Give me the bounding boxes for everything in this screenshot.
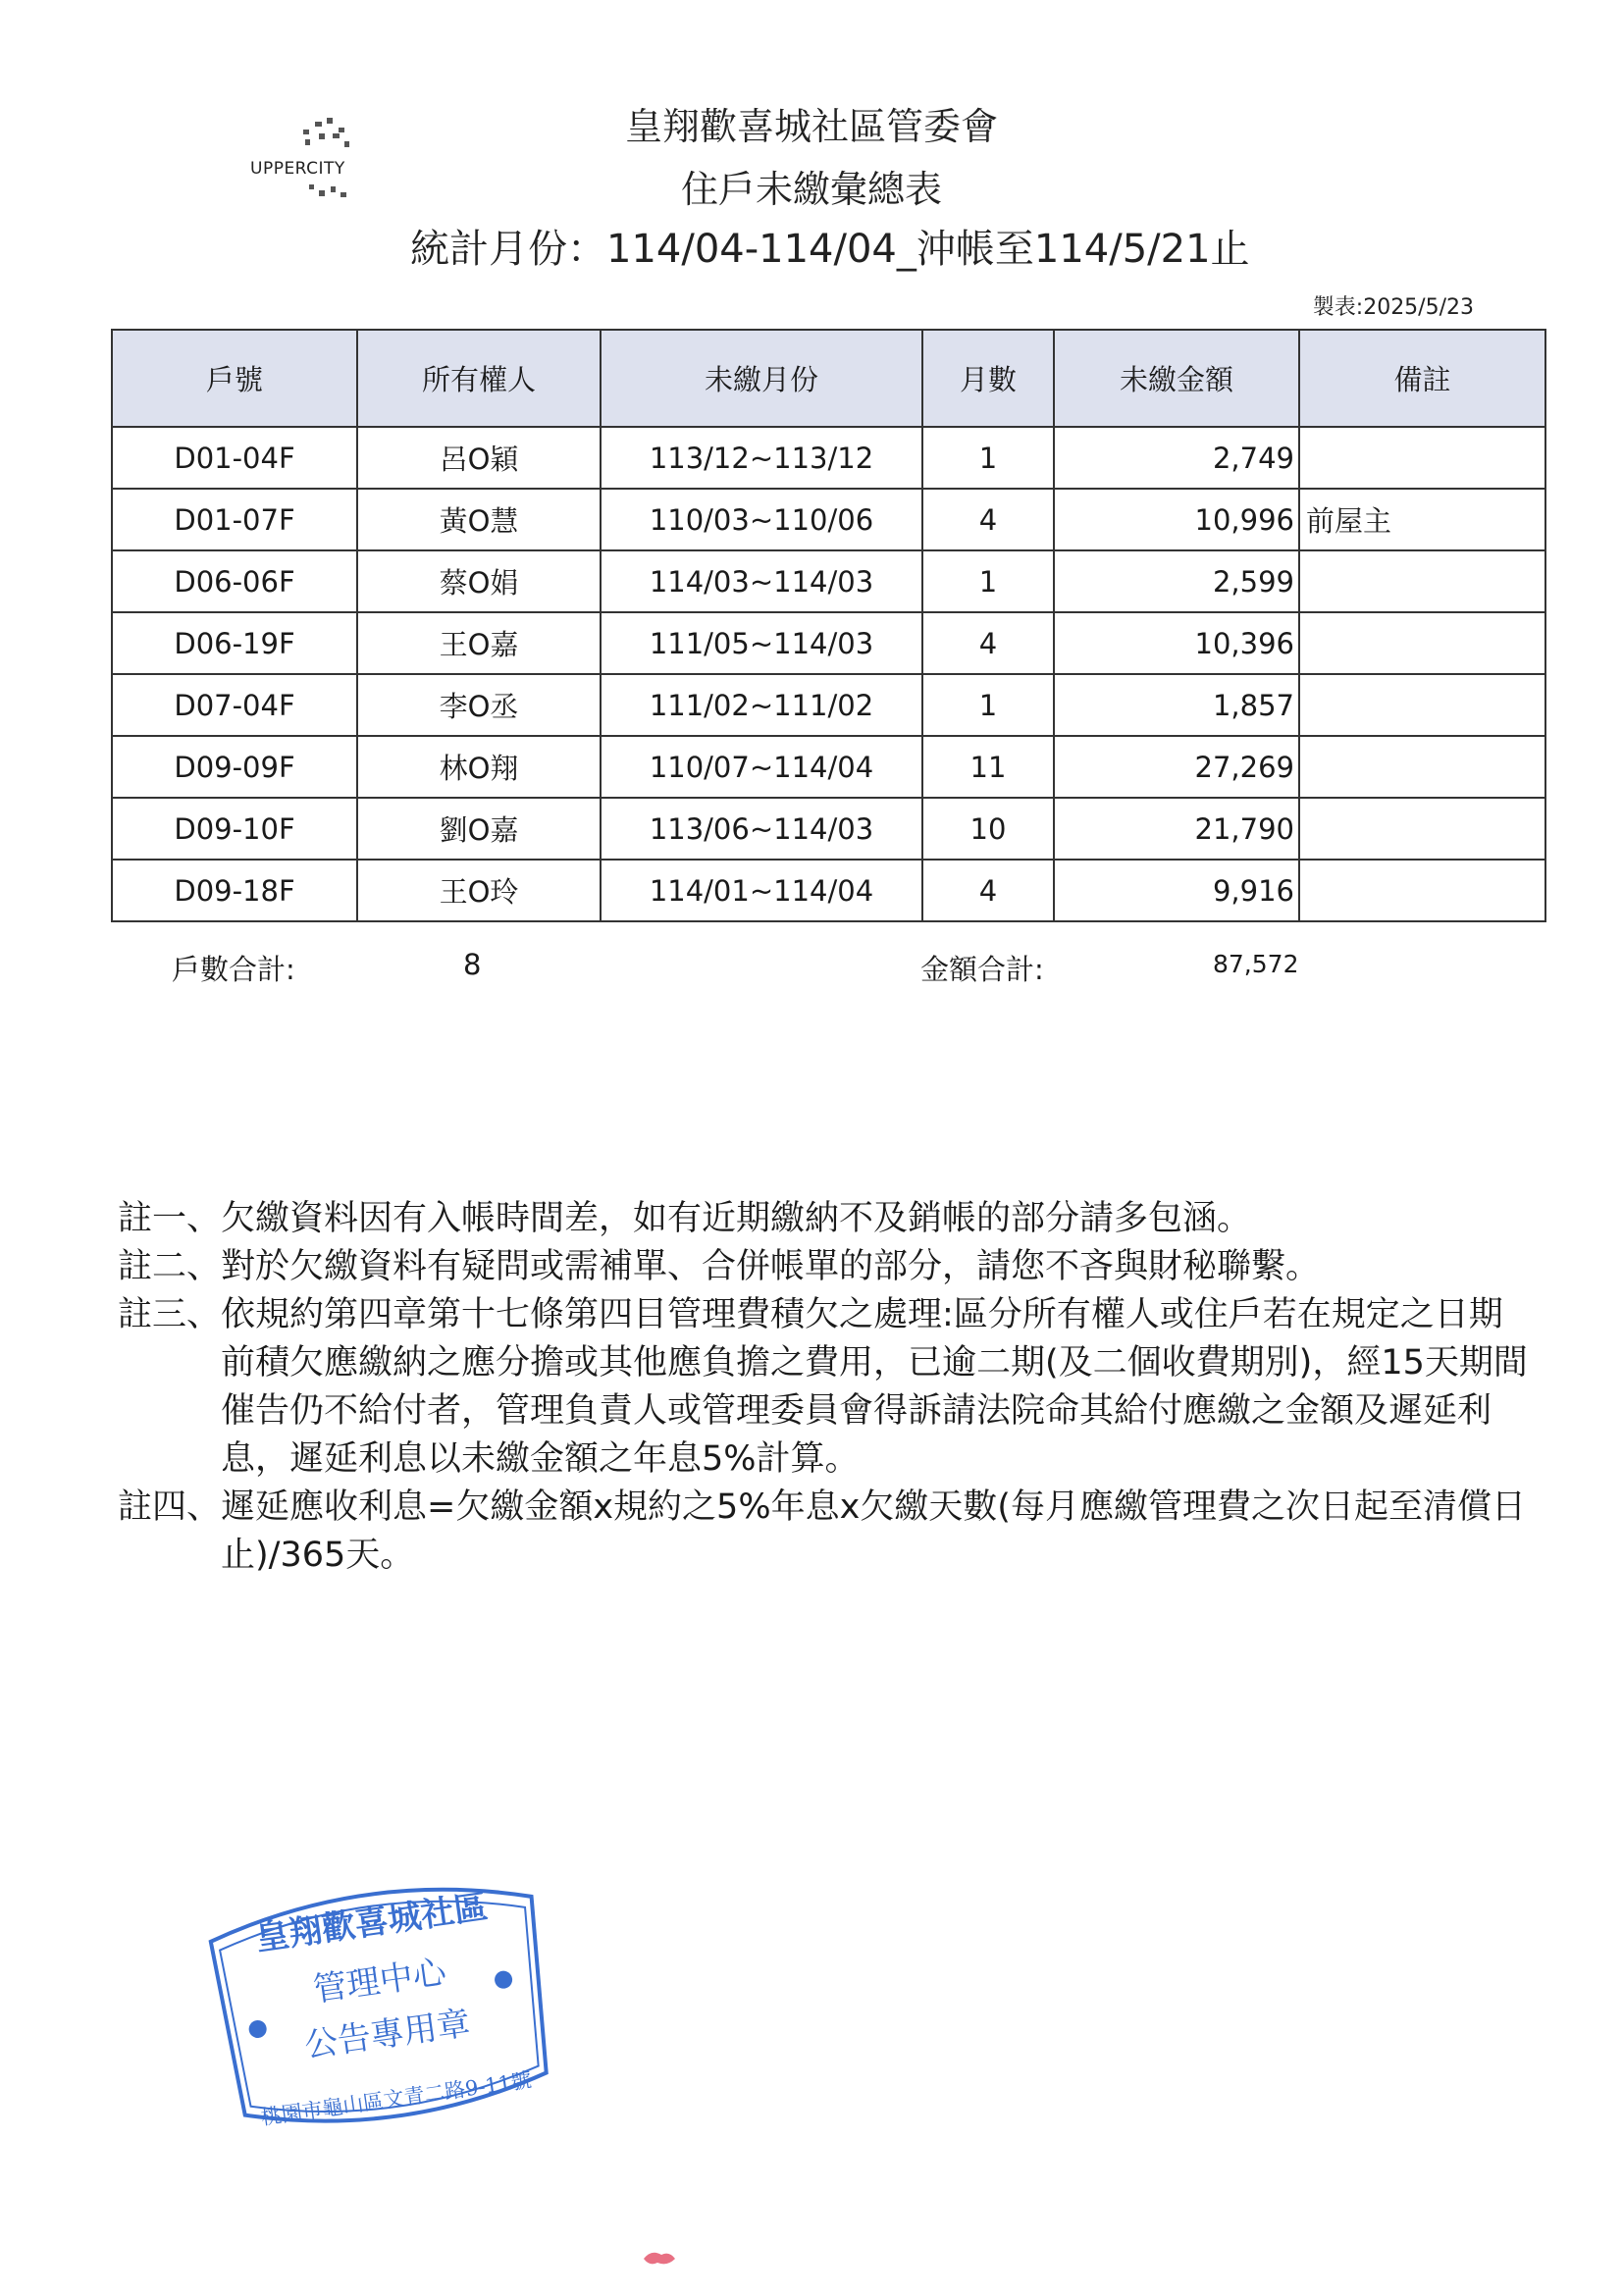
cell-owner: 劉O嘉 — [357, 798, 601, 860]
cell-remark — [1299, 736, 1545, 798]
table-row — [112, 427, 1545, 489]
logo-text: UPPERCITY — [250, 159, 345, 179]
cell-amount: 10,996 — [1054, 489, 1299, 550]
col-count: 月數 — [922, 330, 1054, 427]
cell-remark — [1299, 798, 1545, 860]
cell-months: 111/02~111/02 — [601, 674, 922, 736]
table-row — [112, 736, 1545, 798]
cell-unit: D06-06F — [112, 550, 357, 612]
cell-count: 4 — [922, 860, 1054, 921]
cell-amount: 10,396 — [1054, 612, 1299, 674]
cell-remark — [1299, 674, 1545, 736]
cell-amount: 27,269 — [1054, 736, 1299, 798]
cell-unit: D09-10F — [112, 798, 357, 860]
cell-remark: 前屋主 — [1299, 489, 1545, 550]
note-text: 遲延應收利息=欠繳金額x規約之5%年息x欠繳天數(每月應繳管理費之次日起至清償日止)/365天。 — [221, 1487, 1526, 1575]
amount-total-value: 87,572 — [1213, 950, 1299, 978]
table-row — [112, 612, 1545, 674]
cell-count: 11 — [922, 736, 1054, 798]
org-name: 皇翔歡喜城社區管委會 — [624, 105, 998, 148]
report-title: 住戶未繳彙總表 — [680, 168, 942, 211]
table-header-row — [112, 330, 1545, 427]
cell-count: 4 — [922, 612, 1054, 674]
report-period: 統計月份：114/04-114/04_沖帳至114/5/21止 — [410, 227, 1250, 272]
cell-owner: 林O翔 — [357, 736, 601, 798]
cell-owner: 呂O穎 — [357, 427, 601, 489]
amount-total-label: 金額合計: — [920, 953, 1044, 986]
note-label: 註二、 — [118, 1247, 222, 1286]
table-row — [112, 550, 1545, 612]
red-ink-mark — [640, 2247, 679, 2269]
stamp-top-text: 皇翔歡喜城社區 — [253, 1887, 491, 1959]
cell-months: 110/07~114/04 — [601, 736, 922, 798]
cell-remark — [1299, 427, 1545, 489]
made-date: 製表:2025/5/23 — [1312, 295, 1474, 320]
cell-amount: 2,749 — [1054, 427, 1299, 489]
cell-count: 1 — [922, 427, 1054, 489]
cell-amount: 1,857 — [1054, 674, 1299, 736]
note-label: 註一、 — [118, 1199, 222, 1238]
cell-count: 1 — [922, 550, 1054, 612]
col-remark: 備註 — [1299, 330, 1545, 427]
cell-amount: 9,916 — [1054, 860, 1299, 921]
cell-count: 1 — [922, 674, 1054, 736]
cell-remark — [1299, 612, 1545, 674]
cell-months: 110/03~110/06 — [601, 489, 922, 550]
official-stamp — [183, 1836, 583, 2168]
note-3 — [118, 1291, 1531, 1484]
stamp-mid-text: 管理中心 — [310, 1952, 449, 2010]
note-text: 欠繳資料因有入帳時間差，如有近期繳納不及銷帳的部分請多包涵。 — [221, 1199, 1252, 1238]
cell-unit: D07-04F — [112, 674, 357, 736]
cell-owner: 李O丞 — [357, 674, 601, 736]
table-row — [112, 489, 1545, 550]
cell-months: 114/03~114/03 — [601, 550, 922, 612]
col-months: 未繳月份 — [601, 330, 922, 427]
note-label: 註四、 — [118, 1487, 222, 1527]
households-total-label: 戶數合計: — [172, 953, 295, 986]
cell-remark — [1299, 550, 1545, 612]
stamp-low-text: 公告專用章 — [301, 2004, 473, 2066]
note-2 — [118, 1243, 1531, 1291]
cell-months: 113/06~114/03 — [601, 798, 922, 860]
table-row — [112, 798, 1545, 860]
note-1 — [118, 1195, 1531, 1243]
cell-unit: D09-09F — [112, 736, 357, 798]
col-amount: 未繳金額 — [1054, 330, 1299, 427]
notes-section — [118, 1195, 1531, 1580]
arrears-table — [111, 329, 1546, 922]
cell-unit: D06-19F — [112, 612, 357, 674]
cell-remark — [1299, 860, 1545, 921]
cell-owner: 王O嘉 — [357, 612, 601, 674]
households-total-value: 8 — [463, 948, 482, 981]
cell-months: 111/05~114/03 — [601, 612, 922, 674]
note-4 — [118, 1484, 1531, 1580]
cell-amount: 21,790 — [1054, 798, 1299, 860]
cell-unit: D09-18F — [112, 860, 357, 921]
col-unit: 戶號 — [112, 330, 357, 427]
cell-unit: D01-04F — [112, 427, 357, 489]
note-text: 依規約第四章第十七條第四目管理費積欠之處理:區分所有權人或住戶若在規定之日期前積欠應繳納之應分擔或其他應負擔之費用，已逾二期(及二個收費期別)，經15天期間催告仍不給付者，管理負責人或管理委員會得訴請法院命其給付應繳之金額及遲延利息，遲延利息以未繳金額之年息5%計算。 — [221, 1295, 1528, 1479]
note-label: 註三、 — [118, 1295, 222, 1334]
cell-unit: D01-07F — [112, 489, 357, 550]
cell-owner: 王O玲 — [357, 860, 601, 921]
cell-count: 10 — [922, 798, 1054, 860]
cell-owner: 蔡O娟 — [357, 550, 601, 612]
table-row — [112, 860, 1545, 921]
cell-months: 114/01~114/04 — [601, 860, 922, 921]
cell-months: 113/12~113/12 — [601, 427, 922, 489]
cell-amount: 2,599 — [1054, 550, 1299, 612]
col-owner: 所有權人 — [357, 330, 601, 427]
cell-count: 4 — [922, 489, 1054, 550]
stamp-icon — [183, 1836, 583, 2168]
stamp-address-text: 桃園市龜山區文青二路9-11號 — [259, 2067, 534, 2130]
cell-owner: 黃O慧 — [357, 489, 601, 550]
note-text: 對於欠繳資料有疑問或需補單、合併帳單的部分，請您不吝與財秘聯繫。 — [221, 1247, 1321, 1286]
table-row — [112, 674, 1545, 736]
